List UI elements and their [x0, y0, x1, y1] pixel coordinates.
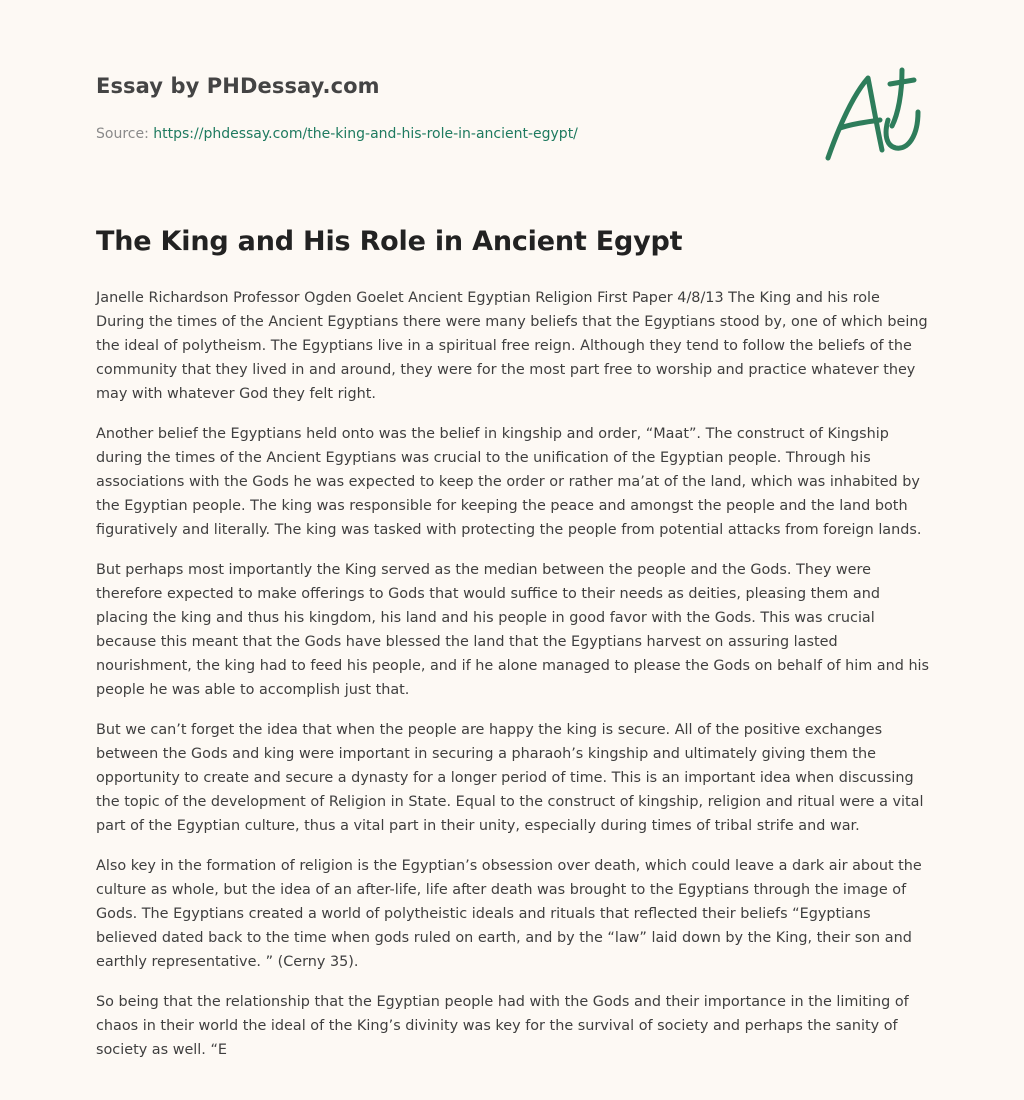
a-plus-grade-icon: [818, 64, 930, 168]
source-line: [96, 126, 796, 142]
site-header: [96, 74, 796, 142]
article-paragraph: Another belief the Egyptians held onto was the belief in kingship and order, “Maat”. The construct of Kingship during the times of the Ancient Egyptians was crucial to the unification of the Egyptian people. Through his associations with the Gods he was expected to keep the order or rather ma’at of the land, which was inhabited by the Egyptian people. The king was responsible for keeping the peace and amongst the people and the land both figuratively and literally. The king was tasked with protecting the people from potential attacks from foreign lands.: [96, 426, 922, 538]
article-paragraph: Janelle Richardson Professor Ogden Goelet Ancient Egyptian Religion First Paper 4/8/13 The King and his role During the times of the Ancient Egyptians there were many beliefs that the Egyptians stood by, one of which being the ideal of polytheism. The Egyptians live in a spiritual free reign. Although they tend to follow the beliefs of the community that they lived in and around, they were for the most part free to worship and practice whatever they may with whatever God they felt right.: [96, 290, 928, 402]
a-plus-logo-svg: [818, 64, 930, 168]
article-title: The King and His Role in Ancient Egypt: [96, 226, 683, 257]
site-brand: Essay by PHDessay.com: [96, 74, 380, 98]
source-link[interactable]: https://phdessay.com/the-king-and-his-role-in-ancient-egypt/: [153, 126, 578, 142]
article-paragraph: But perhaps most importantly the King served as the median between the people and the Gods. They were therefore expected to make offerings to Gods that would suffice to their needs as deities, pleasing them and placing the king and thus his kingdom, his land and his people in good favor with the Gods. This was crucial because this meant that the Gods have blessed the land that the Egyptians harvest on assuring lasted nourishment, the king had to feed his people, and if he alone managed to please the Gods on behalf of him and his people he was able to accomplish just that.: [96, 562, 930, 698]
article-paragraph: Also key in the formation of religion is the Egyptian’s obsession over death, which could leave a dark air about the culture as whole, but the idea of an after-life, life after death was brought to the Egyptians through the image of Gods. The Egyptians created a world of polytheistic ideals and rituals that reflected their beliefs “Egyptians believed dated back to the time when gods ruled on earth, and by the “law” laid down by the King, their son and earthly representative. ” (Cerny 35).: [96, 858, 922, 970]
article-paragraph: So being that the relationship that the Egyptian people had with the Gods and their importance in the limiting of chaos in their world the ideal of the King’s divinity was key for the survival of society and perhaps the sanity of society as well. “E: [96, 994, 909, 1058]
article-body: [96, 286, 930, 1078]
article-paragraph: But we can’t forget the idea that when the people are happy the king is secure. All of the positive exchanges between the Gods and king were important in securing a pharaoh’s kingship and ultimately giving them the opportunity to create and secure a dynasty for a longer period of time. This is an important idea when discussing the topic of the development of Religion in State. Equal to the construct of kingship, religion and ritual were a vital part of the Egyptian culture, thus a vital part in their unity, especially during times of tribal strife and war.: [96, 722, 924, 834]
source-label: Source:: [96, 126, 149, 142]
